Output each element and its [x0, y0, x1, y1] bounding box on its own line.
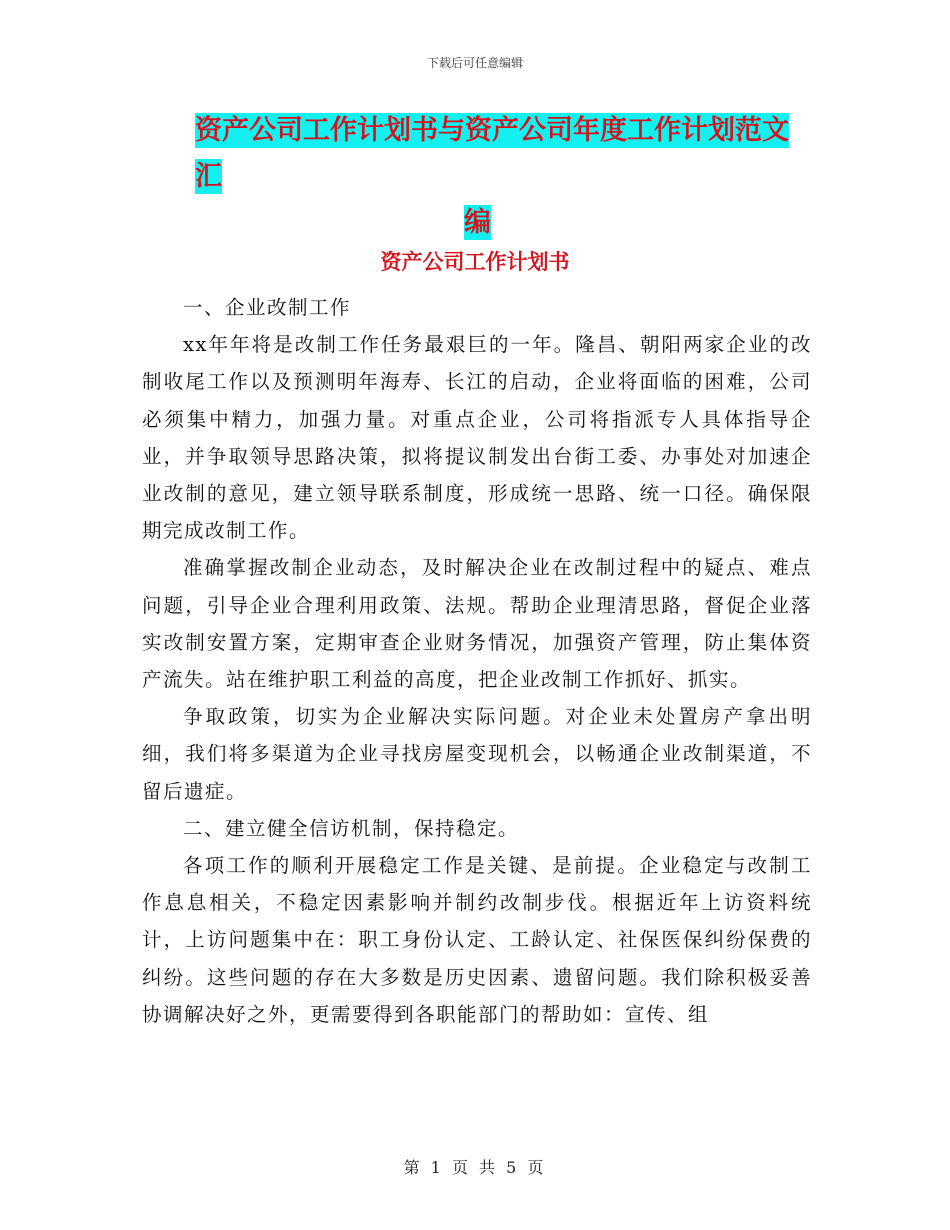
heading-petition-mechanism: 二、建立健全信访机制，保持稳定。: [182, 816, 519, 840]
section-title: 资产公司工作计划书: [380, 250, 570, 274]
paragraph: xx年年将是改制工作任务最艰巨的一年。隆昌、朝阳两家企业的改制收尾工作以及预测明年海寿、长江的启动，企业将面临的困难，公司必须集中精力，加强力量。对重点企业，公司将指派专人具体指导企业，并争取领导思路决策，拟将提议制发出台街工委、办事处对加速企业改制的意见，建立领导联系制度，形成统一思路、统一口径。确保限期完成改制工作。: [142, 333, 812, 543]
document-title-line1: 资产公司工作计划书与资产公司年度工作计划范文汇: [195, 115, 789, 192]
document-title-line2: 编: [464, 207, 491, 238]
paragraph: 争取政策，切实为企业解决实际问题。对企业未处置房产拿出明细，我们将多渠道为企业寻找房屋变现机会，以畅通企业改制渠道，不留后遗症。: [142, 705, 812, 803]
paragraph: 准确掌握改制企业动态，及时解决企业在改制过程中的疑点、难点问题，引导企业合理利用政策、法规。帮助企业理清思路，督促企业落实改制安置方案，定期审查企业财务情况，加强资产管理，防止集体资产流失。站在维护职工利益的高度，把企业改制工作抓好、抓实。: [142, 556, 812, 692]
paragraph: 各项工作的顺利开展稳定工作是关键、是前提。企业稳定与改制工作息息相关，不稳定因素影响并制约改制步伐。根据近年上访资料统计，上访问题集中在：职工身份认定、工龄认定、社保医保纠纷保费的纠纷。这些问题的存在大多数是历史因素、遗留问题。我们除积极妥善协调解决好之外，更需要得到各职能部门的帮助如：宣传、组: [142, 854, 812, 1026]
header-note: 下载后可任意编辑: [426, 56, 523, 70]
heading-enterprise-reform: 一、企业改制工作: [182, 296, 351, 319]
page-footer: 第 1 页 共 5 页: [403, 1158, 547, 1177]
body-text: [142, 289, 812, 1033]
document-title: [195, 108, 815, 246]
